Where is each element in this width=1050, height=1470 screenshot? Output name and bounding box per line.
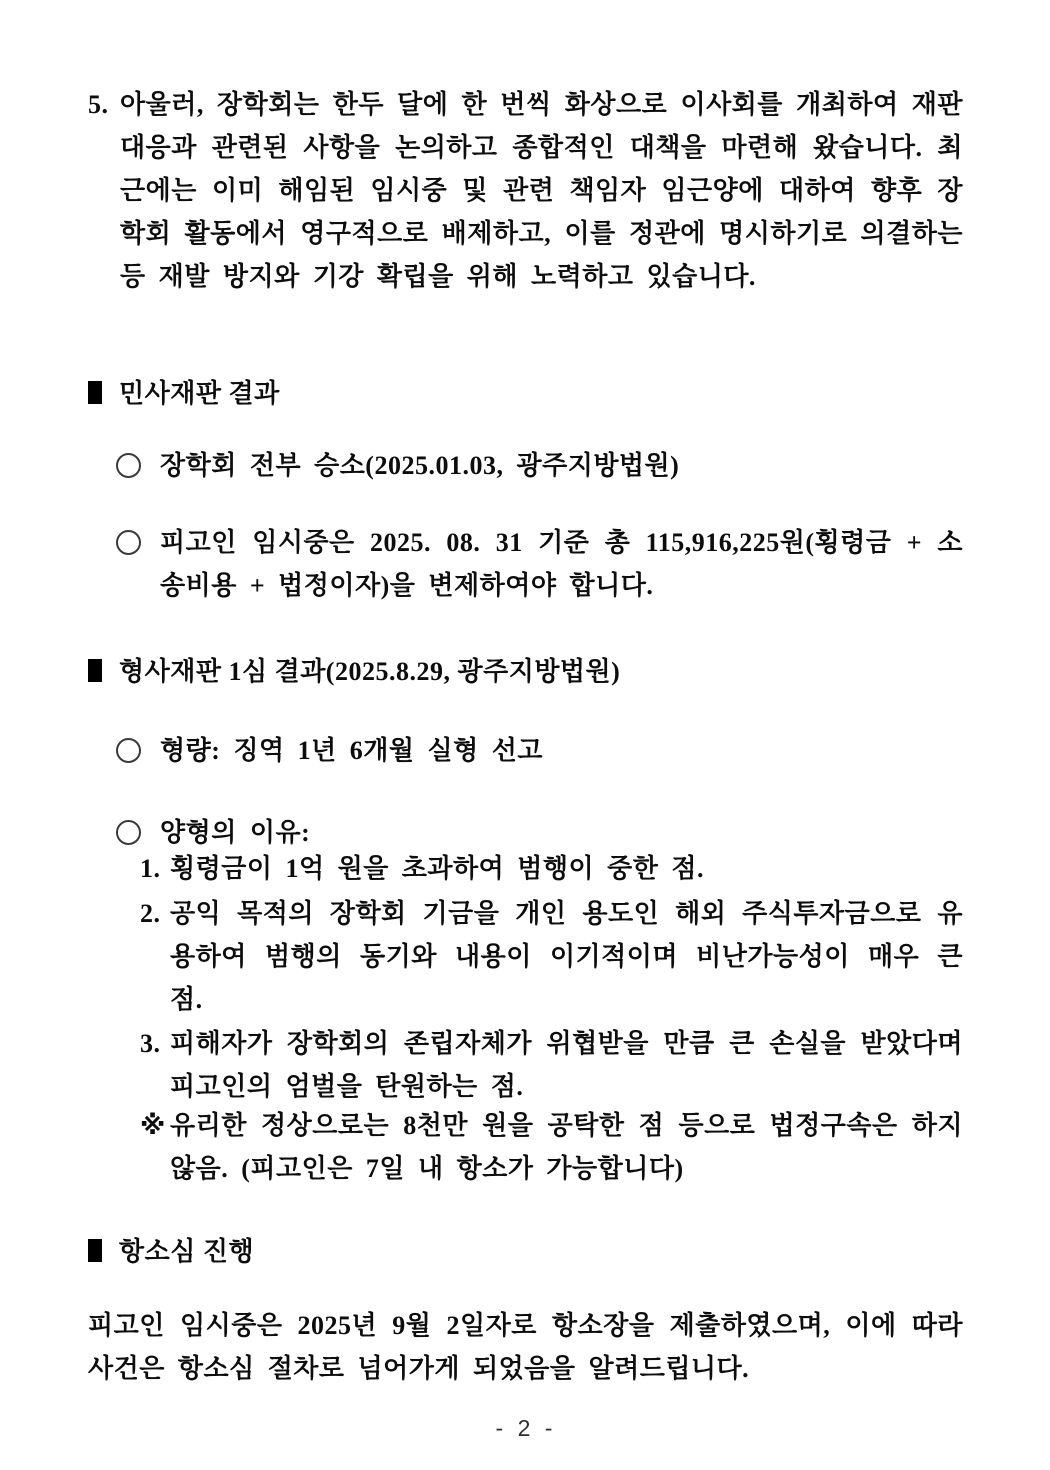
page-number-label: - 2 -	[495, 1415, 555, 1441]
circle-bullet-icon	[116, 453, 141, 478]
paragraph-5-number: 5.	[88, 90, 109, 119]
closing-paragraph	[88, 1304, 963, 1390]
criminal-reasons-head-text: 양형의 이유:	[160, 818, 311, 847]
section-title-criminal: 형사재판 1심 결과(2025.8.29, 광주지방법원)	[119, 657, 621, 686]
circle-bullet-icon	[116, 820, 141, 845]
criminal-sentence-text: 형량: 징역 1년 6개월 실형 선고	[160, 736, 543, 765]
reason-2-number: 2.	[140, 899, 161, 928]
reference-mark: ※	[140, 1111, 166, 1140]
criminal-item-sentence	[116, 729, 963, 772]
reason-2-text: 공익 목적의 장학회 기금을 개인 용도인 해외 주식투자금으로 유용하여 범행의 동기와 내용이 이기적이며 비난가능성이 매우 큰 점.	[170, 899, 963, 1014]
square-bullet-icon	[88, 1239, 102, 1262]
sentencing-reason-1	[140, 847, 963, 890]
reason-3-number: 3.	[140, 1029, 161, 1058]
reason-1-text: 횡령금이 1억 원을 초과하여 범행이 중한 점.	[170, 854, 704, 883]
reason-1-number: 1.	[140, 854, 161, 883]
circle-bullet-icon	[116, 738, 141, 763]
sentencing-reason-2	[140, 892, 963, 1021]
civil-item-win-text: 장학회 전부 승소(2025.01.03, 광주지방법원)	[160, 451, 680, 480]
civil-item-repayment-text: 피고인 임시중은 2025. 08. 31 기준 총 115,916,225원(횡령금 + 소송비용 + 법정이자)을 변제하여야 합니다.	[160, 528, 963, 600]
page-number	[0, 1415, 1050, 1442]
reason-3-text: 피해자가 장학회의 존립자체가 위협받을 만큼 큰 손실을 받았다며 피고인의 엄벌을 탄원하는 점.	[170, 1029, 963, 1101]
civil-result-item-repayment	[116, 521, 963, 607]
section-title-civil: 민사재판 결과	[119, 379, 280, 408]
sentencing-note	[140, 1104, 963, 1190]
closing-paragraph-text: 피고인 임시중은 2025년 9월 2일자로 항소장을 제출하였으며, 이에 따라 사건은 항소심 절차로 넘어가게 되었음을 알려드립니다.	[88, 1311, 963, 1383]
section-header-criminal-trial	[88, 650, 620, 693]
paragraph-5	[88, 83, 963, 298]
civil-result-item-win	[116, 444, 963, 487]
sentencing-note-text: 유리한 정상으로는 8천만 원을 공탁한 점 등으로 법정구속은 하지 않음. (피고인은 7일 내 항소가 가능합니다)	[170, 1111, 963, 1183]
square-bullet-icon	[88, 381, 102, 404]
circle-bullet-icon	[116, 530, 141, 555]
section-header-civil-trial	[88, 372, 280, 415]
square-bullet-icon	[88, 659, 102, 682]
paragraph-5-text: 아울러, 장학회는 한두 달에 한 번씩 화상으로 이사회를 개최하여 재판 대응과 관련된 사항을 논의하고 종합적인 대책을 마련해 왔습니다. 최근에는 이미 해임된 임시중 및 관련 책임자 임근양에 대하여 향후 장학회 활동에서 영구적으로 배제하고, 이를 정관에 명시하기로 의결하는 등 재발 방지와 기강 확립을 위해 노력하고 있습니다.	[120, 90, 963, 291]
section-title-appeal: 항소심 진행	[119, 1237, 255, 1266]
section-header-appeal	[88, 1230, 254, 1273]
sentencing-reason-3	[140, 1022, 963, 1108]
